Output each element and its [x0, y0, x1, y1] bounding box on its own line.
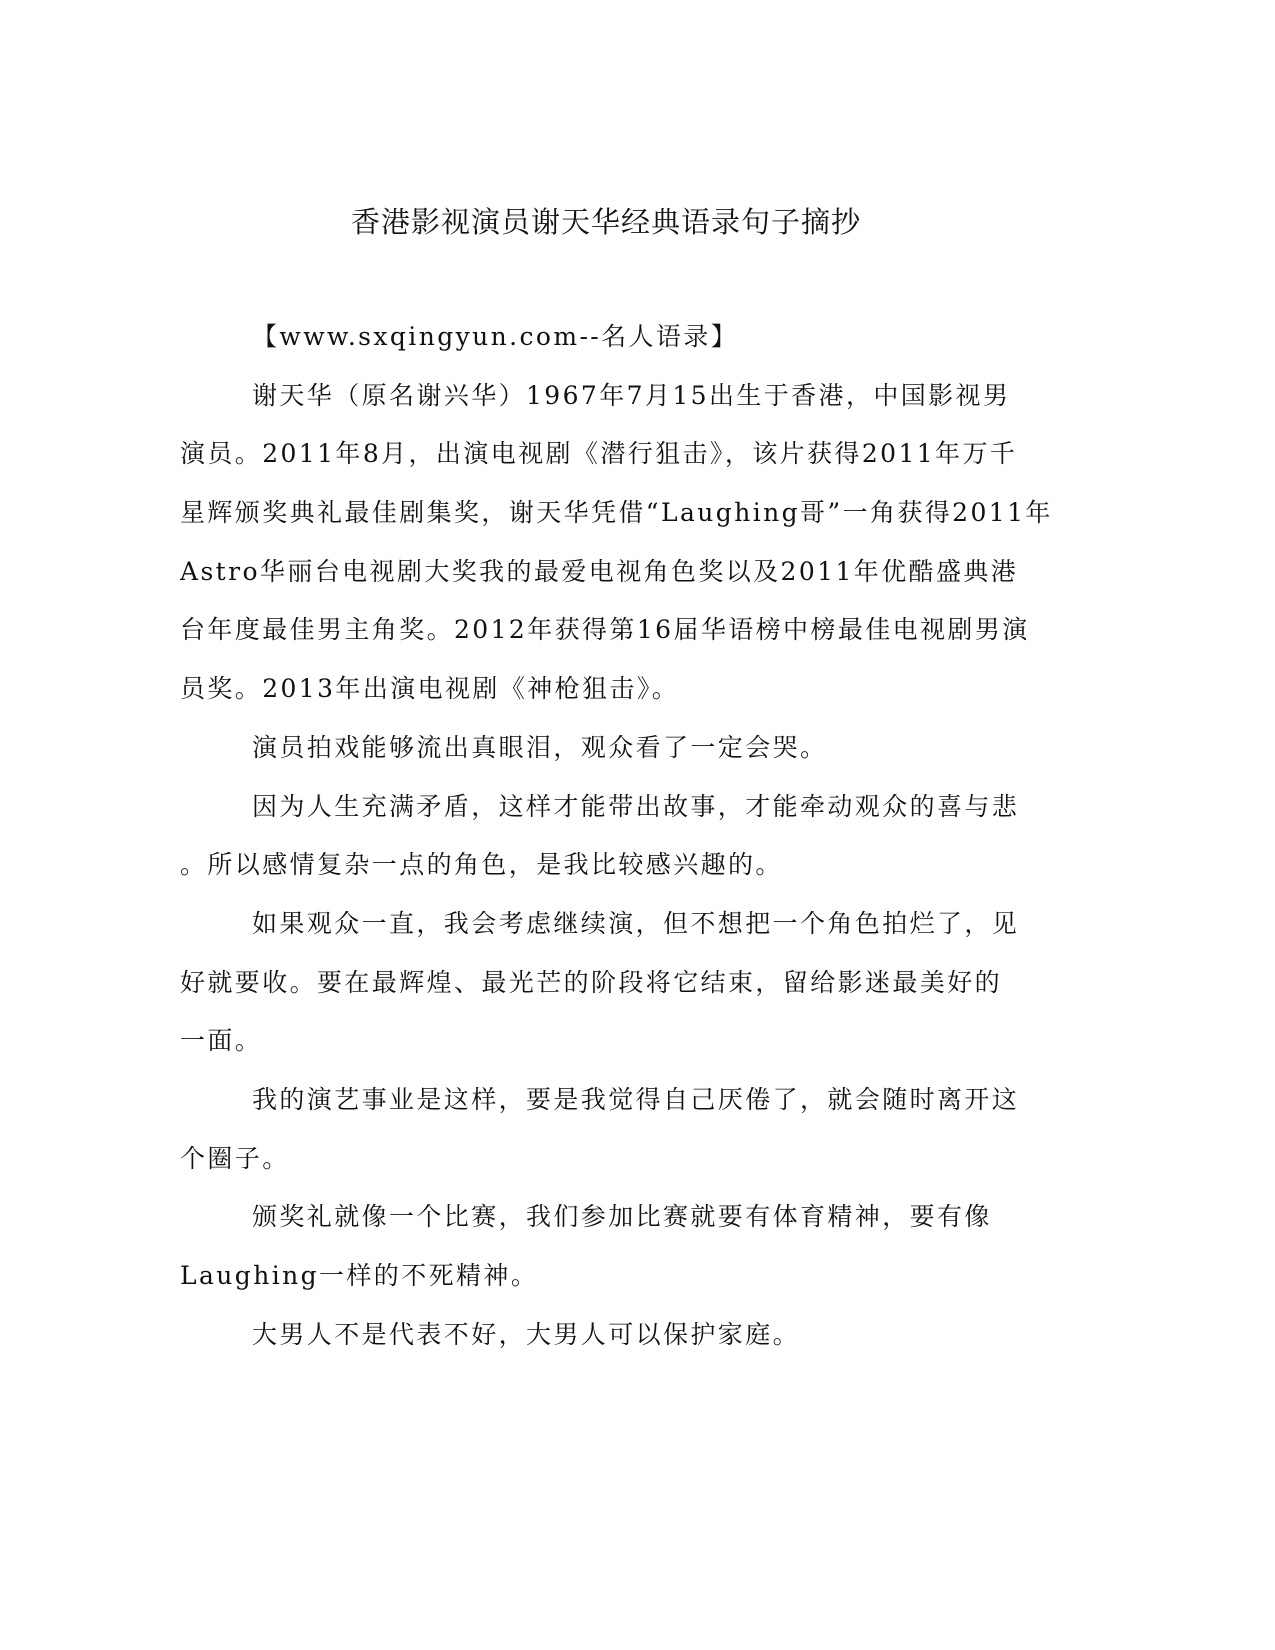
paragraph — [180, 1312, 1030, 1371]
paragraph — [180, 1194, 1030, 1311]
text-line: 。所以感情复杂一点的角色，是我比较感兴趣的。 — [180, 850, 783, 880]
paragraph — [180, 784, 1030, 901]
paragraph — [180, 1077, 1030, 1194]
paragraph — [180, 314, 1030, 373]
text-line: 演员拍戏能够流出真眼泪，观众看了一定会哭。 — [252, 732, 828, 762]
paragraph — [180, 373, 1053, 725]
text-line: 台年度最佳男主角奖。2012年获得第16届华语榜中榜最佳电视剧男演 — [180, 615, 1030, 645]
document-body — [180, 314, 1053, 1370]
text-line: Laughing一样的不死精神。 — [180, 1261, 539, 1290]
paragraph — [180, 725, 1030, 784]
paragraph — [180, 901, 1030, 1077]
text-line: 好就要收。要在最辉煌、最光芒的阶段将它结束，留给影迷最美好的 — [180, 967, 1003, 997]
text-line: 一面。 — [180, 1026, 263, 1056]
text-line: 如果观众一直，我会考虑继续演，但不想把一个角色拍烂了，见 — [252, 908, 1020, 938]
text-line: 演员。2011年8月，出演电视剧《潜行狙击》，该片获得2011年万千 — [180, 439, 1018, 469]
document-title: 香港影视演员谢天华经典语录句子摘抄 — [350, 205, 861, 239]
text-line: 【www.sxqingyun.com--名人语录】 — [252, 322, 739, 351]
text-line: 大男人不是代表不好，大男人可以保护家庭。 — [252, 1319, 801, 1349]
text-line: 星辉颁奖典礼最佳剧集奖，谢天华凭借“Laughing哥”一角获得2011年 — [180, 498, 1053, 528]
text-line: 因为人生充满矛盾，这样才能带出故事，才能牵动观众的喜与悲 — [252, 791, 1020, 821]
text-line: 我的演艺事业是这样，要是我觉得自己厌倦了，就会随时离开这 — [252, 1084, 1020, 1114]
text-line: Astro华丽台电视剧大奖我的最爱电视角色奖以及2011年优酷盛典港 — [180, 556, 1019, 586]
text-line: 谢天华（原名谢兴华）1967年7月15出生于香港，中国影视男 — [252, 380, 1011, 410]
text-line: 颁奖礼就像一个比赛，我们参加比赛就要有体育精神，要有像 — [252, 1202, 992, 1232]
text-line: 个圈子。 — [180, 1143, 290, 1173]
text-line: 员奖。2013年出演电视剧《神枪狙击》。 — [180, 674, 680, 704]
